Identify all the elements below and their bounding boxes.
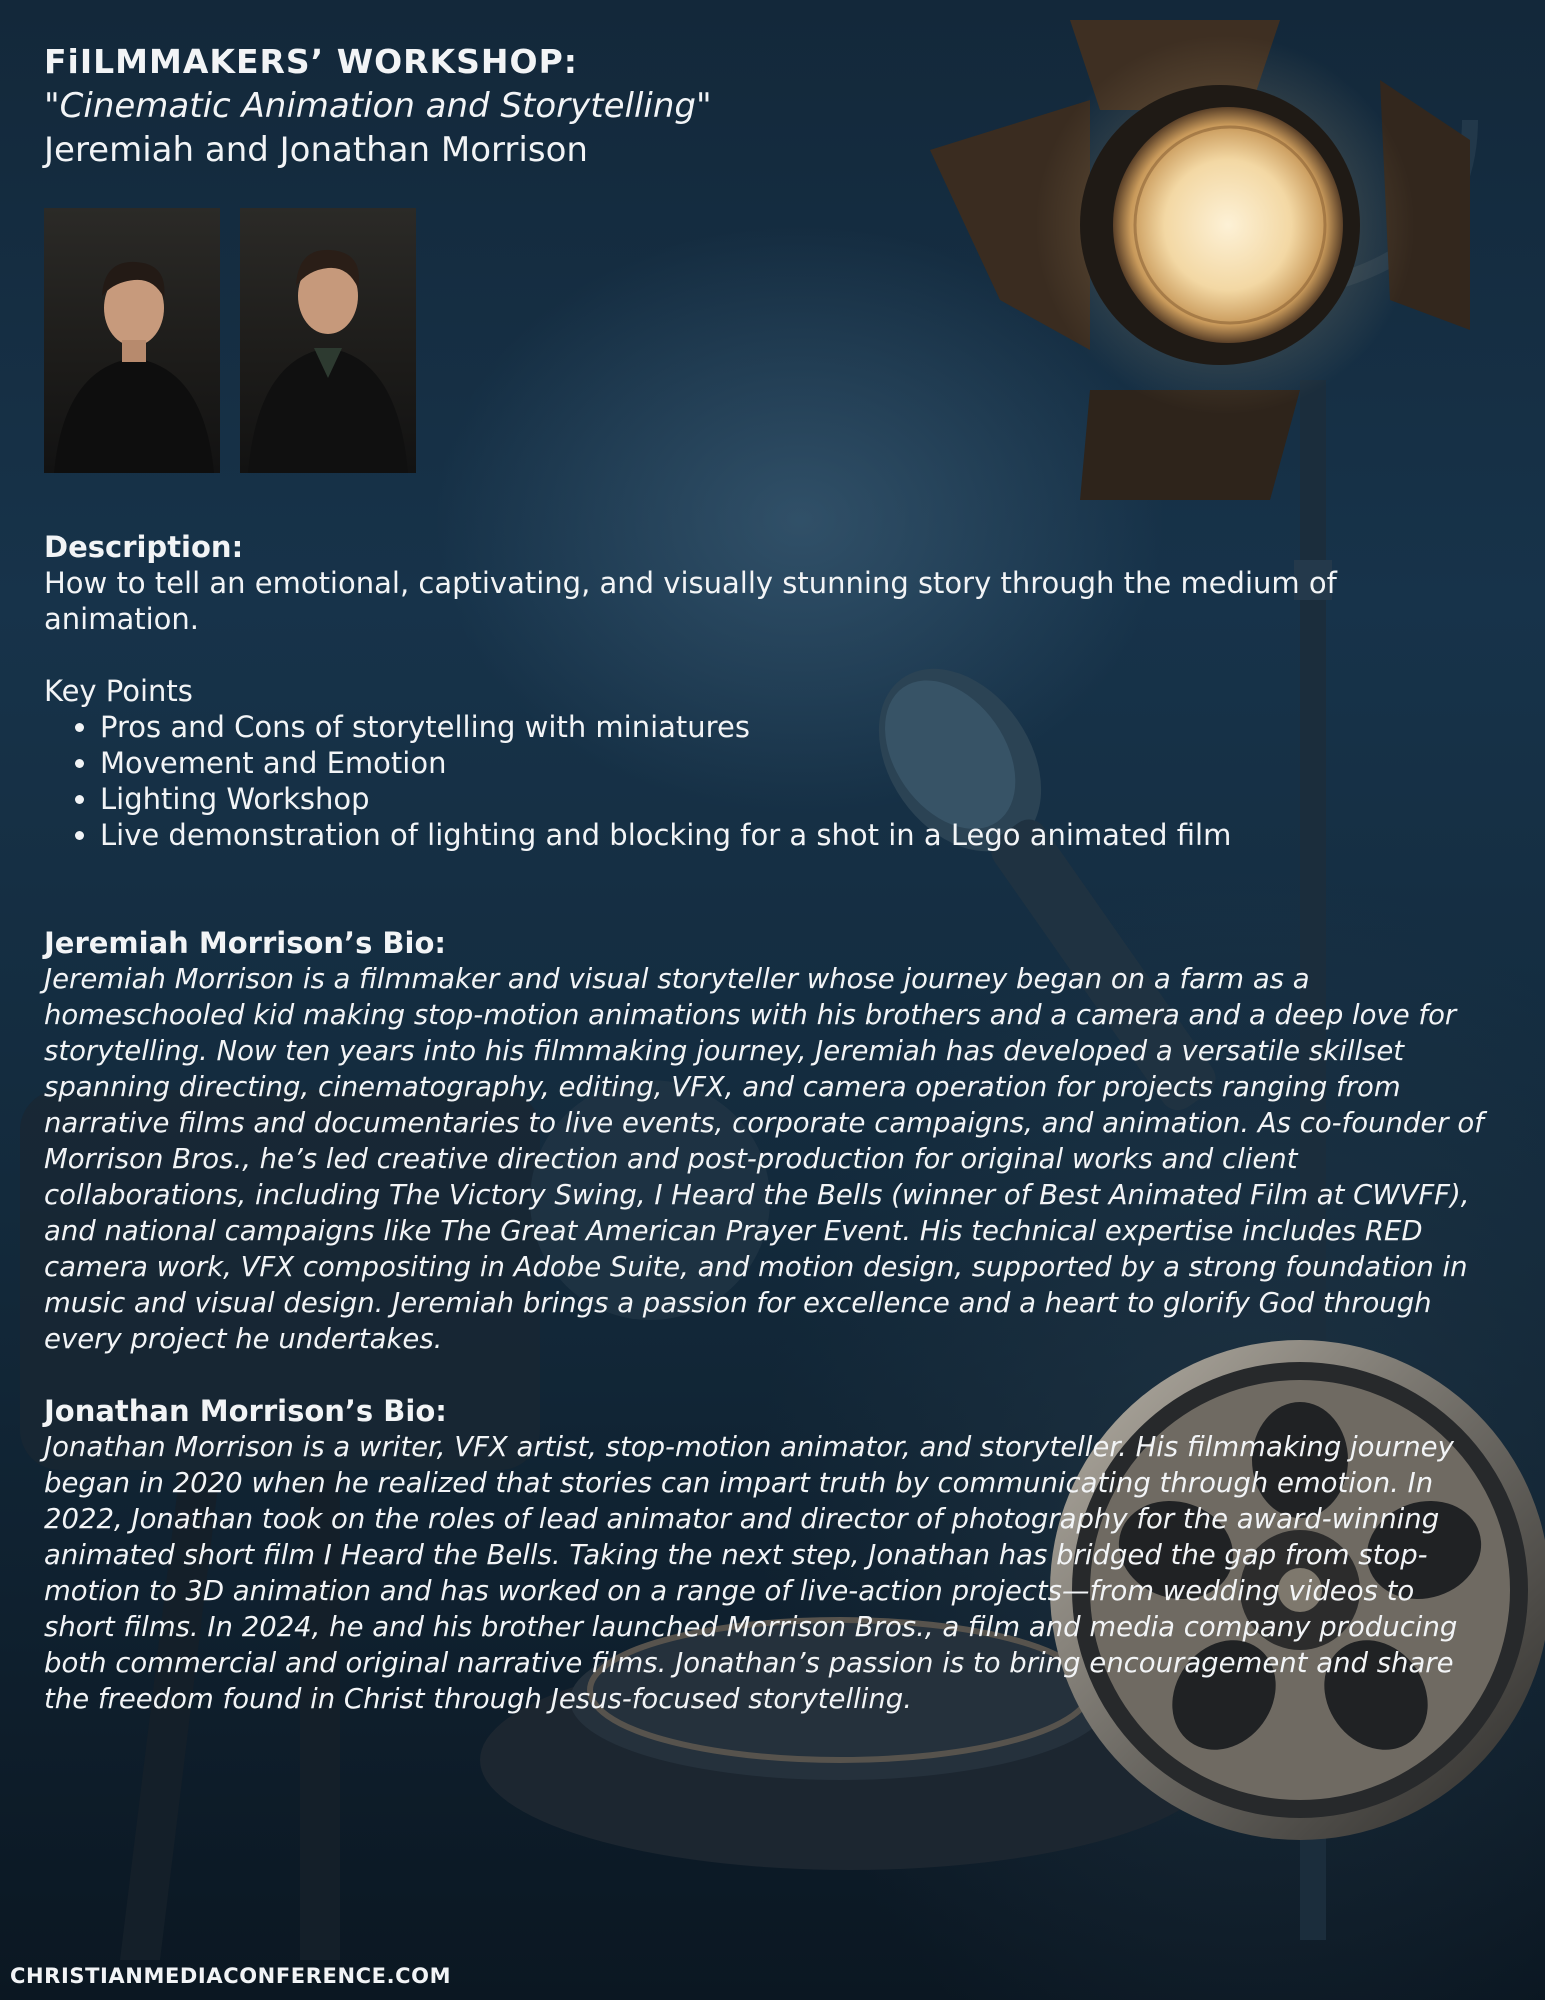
portrait-jonathan — [240, 208, 416, 473]
portrait-jeremiah — [44, 208, 220, 473]
bio-jeremiah — [44, 925, 1484, 1357]
workshop-subtitle: "Cinematic Animation and Storytelling" — [44, 86, 712, 126]
workshop-flyer — [44, 40, 1484, 1717]
list-item: • Lighting Workshop — [100, 781, 1484, 817]
presenter-photos — [44, 208, 1484, 473]
list-item: • Pros and Cons of storytelling with miniatures — [100, 709, 1484, 745]
key-points-list — [44, 709, 1484, 853]
bio-heading: Jonathan Morrison’s Bio: — [44, 1394, 447, 1428]
footer-website-link[interactable]: CHRISTIANMEDIACONFERENCE.COM — [10, 1964, 452, 1988]
bio-text: Jeremiah Morrison is a filmmaker and visual storyteller whose journey began on a farm as a homeschooled kid making stop-motion animations with his brothers and a camera and a deep love for storytelling. Now ten years into his filmmaking journey, Jeremiah has developed a versatile skillset spanning directing, cinematography, editing, VFX, and camera operation for projects ranging from narrative films and documentaries to live events, corporate campaigns, and animation. As co-founder of Morrison Bros., he’s led creative direction and post-production for original works and client collaborations, including The Victory Swing, I Heard the Bells (winner of Best Animated Film at CWVFF), and national campaigns like The Great American Prayer Event. His technical expertise includes RED camera work, VFX compositing in Adobe Suite, and motion design, supported by a strong foundation in music and visual design. Jeremiah brings a passion for excellence and a heart to glorify God through every project he undertakes. — [44, 963, 1484, 1355]
bio-jonathan — [44, 1393, 1484, 1717]
key-points-section — [44, 673, 1484, 853]
description-text: How to tell an emotional, captivating, and visually stunning story through the medium of animation. — [44, 566, 1337, 636]
key-points-heading: Key Points — [44, 674, 193, 708]
description-section — [44, 529, 1484, 637]
workshop-title: FiILMMAKERS’ WORKSHOP: — [44, 42, 578, 81]
bio-heading: Jeremiah Morrison’s Bio: — [44, 926, 446, 960]
presenter-names: Jeremiah and Jonathan Morrison — [44, 130, 588, 170]
description-heading: Description: — [44, 530, 244, 564]
bio-text: Jonathan Morrison is a writer, VFX artist, stop-motion animator, and storyteller. His filmmaking journey began in 2020 when he realized that stories can impart truth by communicating through emotion. In 2022, Jonathan took on the roles of lead animator and director of photography for the award-winning animated short film I Heard the Bells. Taking the next step, Jonathan has bridged the gap from stop-motion to 3D animation and has worked on a range of live-action projects—from wedding videos to short films. In 2024, he and his brother launched Morrison Bros., a film and media company producing both commercial and original narrative films. Jonathan’s passion is to bring encouragement and share the freedom found in Christ through Jesus-focused storytelling. — [44, 1431, 1458, 1715]
list-item: • Live demonstration of lighting and blocking for a shot in a Lego animated film — [100, 817, 1484, 853]
list-item: • Movement and Emotion — [100, 745, 1484, 781]
